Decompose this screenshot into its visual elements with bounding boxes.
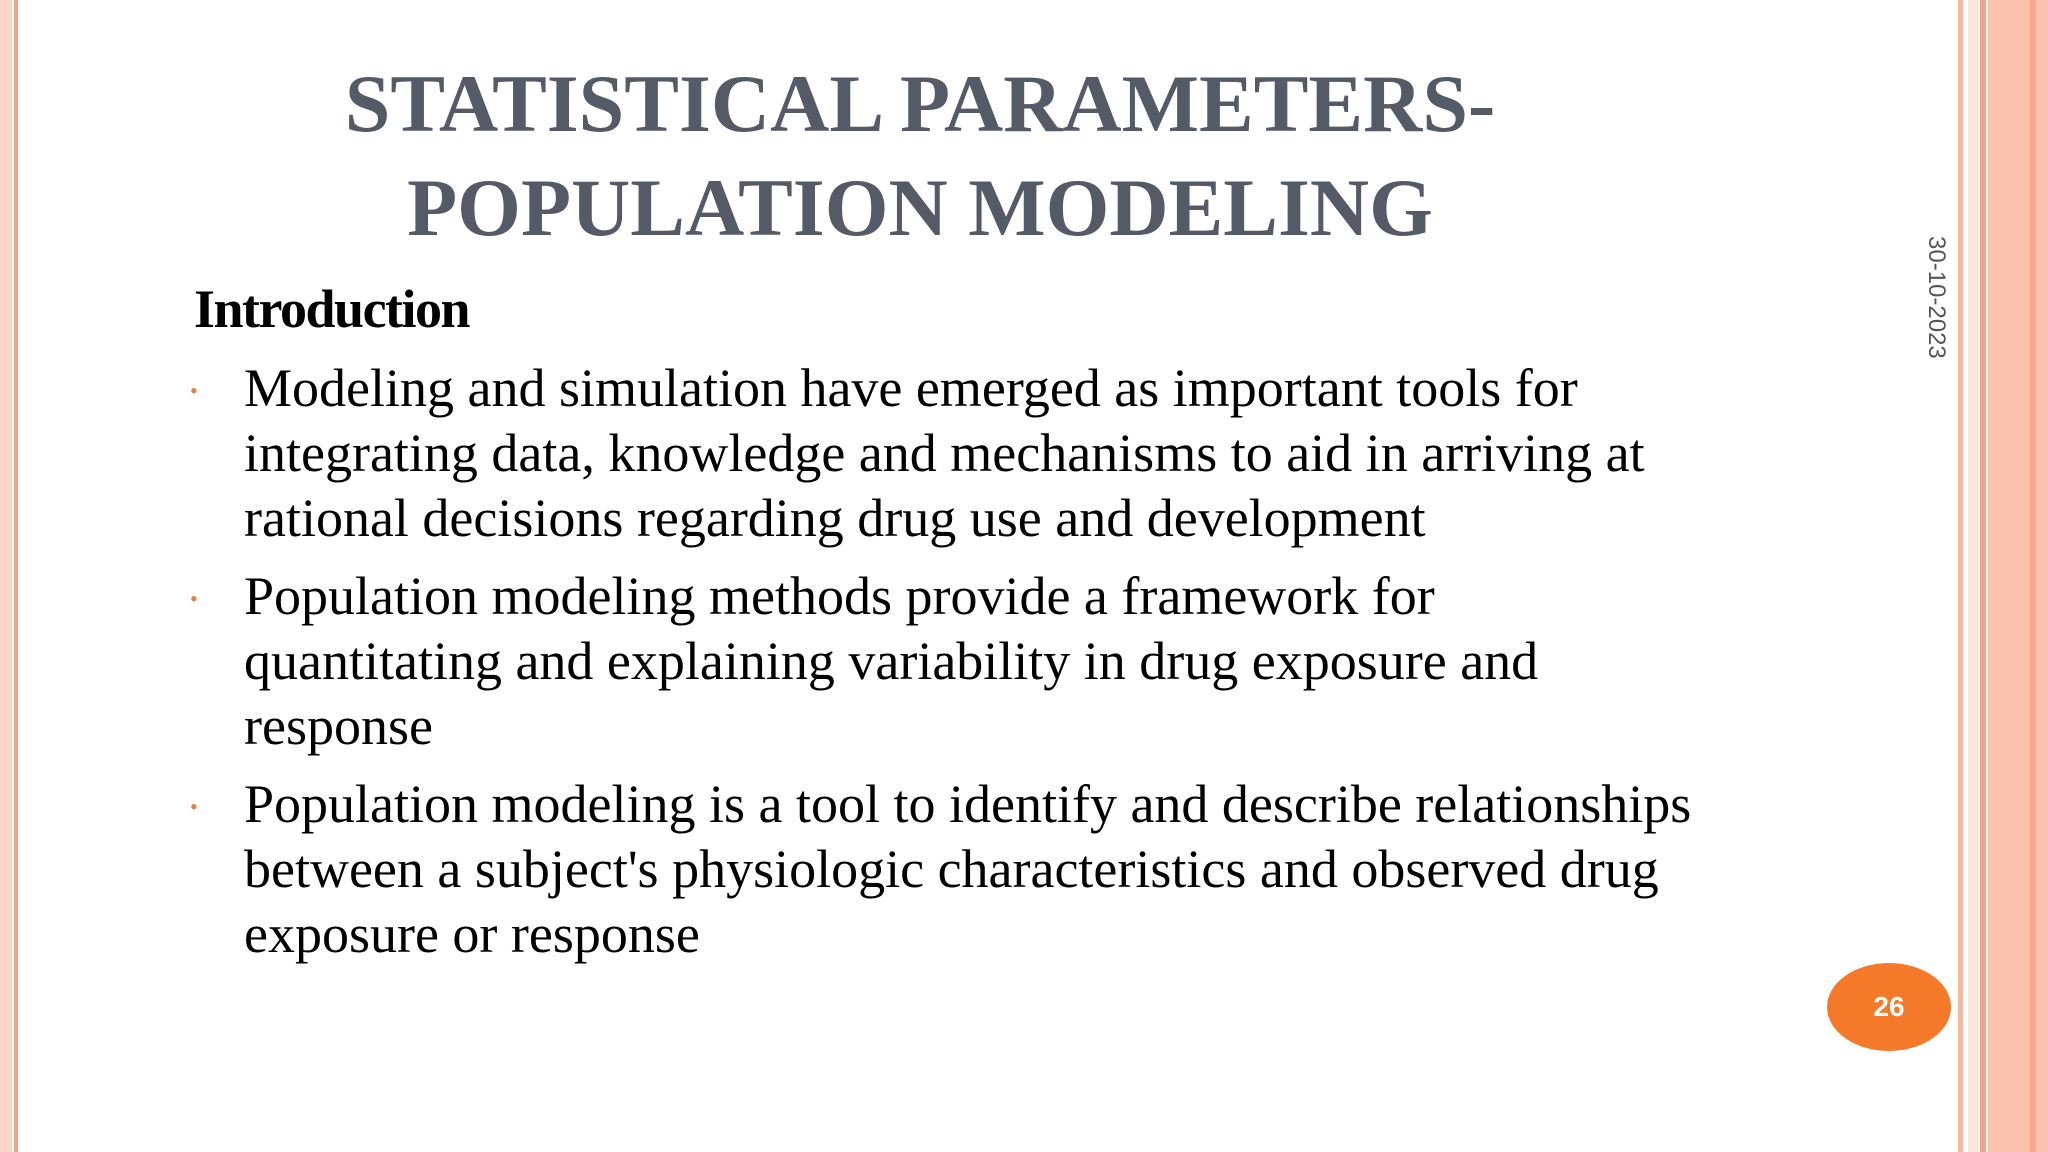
bullet-dot-icon: •	[190, 794, 198, 819]
right-border-line	[2030, 0, 2036, 1152]
page-number-badge	[1827, 963, 1951, 1051]
slide-title	[240, 52, 1600, 260]
right-border-line	[1958, 0, 1963, 1152]
bullet-text: Population modeling is a tool to identify and describe relationships between a subject's physiologic characteristics and observed drug exposure or response	[244, 774, 1692, 964]
slide-title-line-1: STATISTICAL PARAMETERS-	[344, 58, 1496, 149]
bullet-dot-icon: •	[190, 586, 198, 611]
bullet-list	[186, 356, 1706, 980]
bullet-item	[186, 772, 1706, 967]
bullet-item	[186, 564, 1706, 759]
bullet-text: Modeling and simulation have emerged as important tools for integrating data, knowledge and mechanisms to aid in arriving at rational decisions regarding drug use and development	[244, 358, 1645, 548]
page-number: 26	[1873, 991, 1905, 1022]
section-heading: Introduction	[194, 279, 470, 339]
left-border-stripe	[0, 0, 12, 1152]
left-border-line	[14, 0, 18, 1152]
slide-date	[1924, 236, 1948, 396]
bullet-dot-icon: •	[190, 378, 198, 403]
slide-title-line-2: POPULATION MODELING	[407, 162, 1433, 253]
bullet-item	[186, 356, 1706, 551]
bullet-text: Population modeling methods provide a framework for quantitating and explaining variability in drug exposure and response	[244, 566, 1539, 756]
right-border-line	[1980, 0, 1986, 1152]
slide-date-text: 30-10-2023	[1923, 236, 1950, 359]
right-border-band	[1968, 0, 1978, 1152]
right-border-band	[1988, 0, 2048, 1152]
